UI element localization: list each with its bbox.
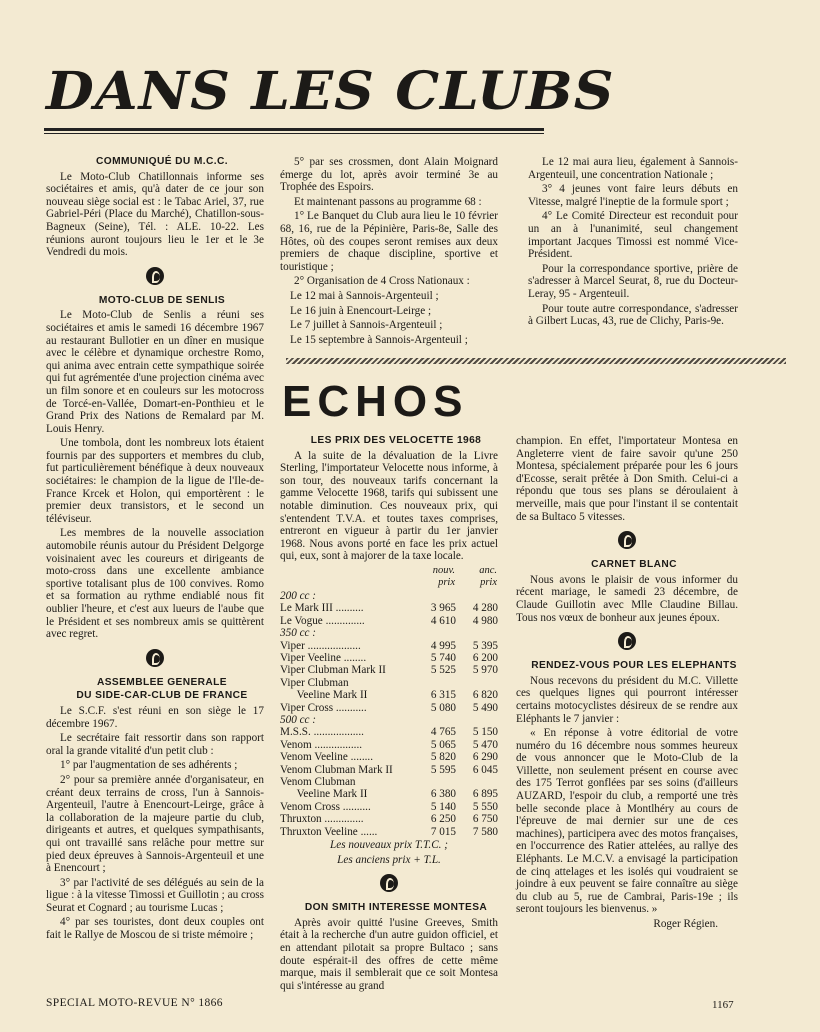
price-new: 5 080 xyxy=(430,701,456,714)
row-label: Viper Cross ........... xyxy=(280,701,367,714)
list-item: Le 16 juin à Enencourt-Leirge ; xyxy=(290,304,432,317)
heading-mcc: COMMUNIQUÉ DU M.C.C. xyxy=(96,156,228,167)
price-new: 5 595 xyxy=(430,763,456,776)
club-logo-icon xyxy=(618,632,636,650)
club-logo-icon xyxy=(380,874,398,892)
list-item: Le 7 juillet à Sannois-Argenteuil ; xyxy=(290,319,443,332)
row-label: Venom Cross .......... xyxy=(280,800,371,813)
column-header-new: prix xyxy=(438,577,455,589)
price-new: 3 965 xyxy=(430,602,456,615)
price-old: 5 550 xyxy=(472,800,498,813)
row-label: Venom ................. xyxy=(280,738,363,751)
price-old xyxy=(456,677,498,689)
title-rule xyxy=(44,128,544,131)
list-item: Le 15 septembre à Sannois-Argenteuil ; xyxy=(290,333,468,346)
heading-sidecar: DU SIDE-CAR-CLUB DE FRANCE xyxy=(76,690,248,702)
paragraph: Nous avons le plaisir de vous informer du récent mariage, le samedi 23 décembre, de Claude Guillotin avec Mlle Claudine Billau. Tous nos vœux de bonheur aux jeunes époux. xyxy=(516,573,738,624)
price-old: 5 470 xyxy=(472,738,498,751)
row-label: M.S.S. .................. xyxy=(280,726,364,739)
footer-page-number: 1167 xyxy=(712,999,734,1011)
price-new xyxy=(414,677,456,689)
paragraph: 4° par ses touristes, dont deux couples ont fait le Rallye de Moscou de si triste mémoire ; xyxy=(46,916,264,942)
price-old: 7 580 xyxy=(472,825,498,838)
table-row xyxy=(280,726,498,738)
price-new: 5 740 xyxy=(430,651,456,664)
table-row xyxy=(280,764,498,776)
table-row xyxy=(280,714,498,726)
price-old: 5 150 xyxy=(472,726,498,739)
row-label: 500 cc : xyxy=(280,714,317,726)
price-old xyxy=(456,776,498,788)
club-logo-icon xyxy=(618,531,636,549)
table-row xyxy=(280,801,498,813)
price-old: 6 045 xyxy=(472,763,498,776)
price-new: 6 315 xyxy=(430,689,456,702)
price-new: 6 380 xyxy=(430,788,456,801)
paragraph: Le S.C.F. s'est réuni en son siège le 17 décembre 1967. xyxy=(46,704,264,730)
price-note: Les anciens prix + T.L. xyxy=(337,853,441,866)
price-note: Les nouveaux prix T.T.C. ; xyxy=(330,839,448,852)
table-row xyxy=(280,627,498,639)
club-logo-icon xyxy=(146,267,164,285)
row-label: Le Vogue .............. xyxy=(280,614,365,627)
row-label: Thruxton .............. xyxy=(280,813,364,826)
paragraph: A la suite de la dévaluation de la Livre Sterling, l'importateur Velocette nous informe, à son tour, des nouveaux tarifs concernant la gamme Velocette 1968, tarifs qui subissent une notable diminution. Ces nouveaux prix, qui s'entendent T.V.A. et toutes taxes comprises, entreront en vigueur à partir du 1er janvier 1968. Nous avons porté en face les prix actuel qui, eux, sont à majorer de la taxe locale. xyxy=(280,449,498,563)
column-header-new: nouv. xyxy=(432,564,455,576)
paragraph: 1° Le Banquet du Club aura lieu le 10 février 68, 16, rue de la Pépinière, Paris-8e, Salle des Hôtes, où des coupes seront remises aux deux premiers de chaque discipline, sportive et touristique ; xyxy=(280,210,498,273)
price-new xyxy=(414,627,456,639)
table-row xyxy=(280,751,498,763)
list-item: Le 12 mai à Sannois-Argenteuil ; xyxy=(290,289,439,302)
price-new: 6 250 xyxy=(430,813,456,826)
price-new xyxy=(414,776,456,788)
price-old: 4 980 xyxy=(472,614,498,627)
price-old: 5 970 xyxy=(472,664,498,677)
price-new xyxy=(414,714,456,726)
price-old: 6 200 xyxy=(472,651,498,664)
row-label: Viper ................... xyxy=(280,639,361,652)
heading-elephants: RENDEZ-VOUS POUR LES ELEPHANTS xyxy=(531,660,737,672)
row-label: Thruxton Veeline ...... xyxy=(280,825,378,838)
row-label: Viper Veeline ........ xyxy=(280,651,367,664)
paragraph: 5° par ses crossmen, dont Alain Moignard émerge du lot, après avoir terminé 3e au Trophée des Espoirs. xyxy=(280,156,498,194)
paragraph: 3° par l'activité de ses délégués au sein de la ligue : à la vitesse Timossi et Guillotin ; au cross Seurat et Cognard ; au tourisme Lucas ; xyxy=(46,876,264,914)
paragraph: Après avoir quitté l'usine Greeves, Smith était à la recherche d'un autre guidon officiel, et en attendant pilotait sa propre Bultaco ; sans doute espérait-il des offres de cette même marque, mais il semblerait que ce soit Montesa qui s'intéresse au grand xyxy=(280,916,498,992)
paragraph: Une tombola, dont les nombreux lots étaient fournis par des supporters et membres du club, fut particulièrement bénéfique à deux nouveaux sociétaires: le champion de la ligue de l'Ile-de-France Krcek et Holon, qui emportèrent : le premier deux transistors, et le second un téléviseur. xyxy=(46,437,264,525)
column-2-top xyxy=(280,156,498,348)
price-old: 4 280 xyxy=(472,602,498,615)
row-label: Veeline Mark II xyxy=(280,788,368,801)
paragraph: Et maintenant passons au programme 68 : xyxy=(294,195,482,208)
page-title: DANS LES CLUBS xyxy=(46,61,615,122)
paragraph: Le secrétaire fait ressortir dans son rapport oral la grande vitalité d'un petit club : xyxy=(46,732,264,757)
price-old xyxy=(456,627,498,639)
column-1 xyxy=(46,156,264,944)
row-label: Venom Veeline ........ xyxy=(280,751,374,764)
column-3-top xyxy=(528,156,738,330)
column-header-old: prix xyxy=(480,577,497,589)
table-row xyxy=(280,813,498,825)
price-new xyxy=(414,590,456,602)
heading-montesa: DON SMITH INTERESSE MONTESA xyxy=(304,902,488,914)
table-row xyxy=(280,788,498,800)
paragraph: 2° Organisation de 4 Cross Nationaux : xyxy=(294,275,470,288)
table-row xyxy=(280,739,498,751)
price-old: 6 290 xyxy=(472,751,498,764)
table-row xyxy=(280,652,498,664)
table-row xyxy=(280,689,498,701)
table-header-row xyxy=(280,577,498,590)
heading-carnet: CARNET BLANC xyxy=(591,559,677,571)
price-old: 6 820 xyxy=(472,689,498,702)
row-label: 200 cc : xyxy=(280,589,317,602)
row-label: Venom Clubman Mark II xyxy=(280,763,393,776)
paragraph: 2° pour sa première année d'organisateur, en créant deux terrains de cross, l'un à Sannois-Argenteuil, l'autre à Enencourt-Leirge, grâce à la collaboration de la majeure partie du club, dirigeants et autres, et quelques sympathisants, qui ont travaillé sans relâche pour mettre sur pied deux épreuves à Sannois-Argenteuil et une à Enencourt ; xyxy=(46,773,264,875)
footer-publication: SPECIAL MOTO-REVUE N° 1866 xyxy=(46,997,223,1009)
table-row xyxy=(280,640,498,652)
table-header-row xyxy=(280,565,498,578)
table-row xyxy=(280,677,498,689)
table-row xyxy=(280,615,498,627)
row-label: Le Mark III .......... xyxy=(280,602,364,615)
row-label: Veeline Mark II xyxy=(280,689,368,702)
price-new: 5 140 xyxy=(430,800,456,813)
paragraph: champion. En effet, l'importateur Montesa en Angleterre vient de faire savoir qu'une 250 Montesa, spécialement préparée pour les 6 jours d'Ecosse, serait prêtée à Don Smith. Celui-ci a répondu que tous ses plans se déroulaient à merveille, mais que pour l'instant il se contentait de sa Bultaco 5 vitesses. xyxy=(516,435,738,523)
row-label: Venom Clubman xyxy=(280,776,356,789)
heading-assemblee: ASSEMBLEE GENERALE xyxy=(96,676,228,688)
decorative-divider xyxy=(286,358,786,364)
table-row xyxy=(280,826,498,838)
table-row xyxy=(280,664,498,676)
paragraph: Le Moto-Club de Senlis a réuni ses sociétaires et amis le samedi 16 décembre 1967 au restaurant Bullotier en un dîner en musique avec le célèbre et dynamique orchestre Romo, qui anima avec entrain cette sympathique soirée qui fut agrémentée d'une projection cinéma avec un film sonore et en couleurs sur les motocross de Torcé-en-Vallée, Domart-en-Ponthieu et le Grand Prix des Nations de Remalard par M. Louis Henry. xyxy=(46,309,264,435)
table-row xyxy=(280,590,498,602)
price-old: 6 895 xyxy=(472,788,498,801)
price-old: 6 750 xyxy=(472,813,498,826)
price-old xyxy=(456,590,498,602)
paragraph: Le 12 mai aura lieu, également à Sannois-Argenteuil, une concentration Nationale ; xyxy=(528,156,738,181)
paragraph: 4° Le Comité Directeur est reconduit pour un an à l'unanimité, seul changement important Jacques Timossi est nommé Vice-Président. xyxy=(528,210,738,261)
price-new: 4 995 xyxy=(430,639,456,652)
echos-title: ECHOS xyxy=(282,377,469,426)
title-rule-thin xyxy=(44,133,544,134)
table-row xyxy=(280,776,498,788)
club-logo-icon xyxy=(146,649,164,667)
row-label: Viper Clubman xyxy=(280,676,349,689)
paragraph: Les membres de la nouvelle association automobile réunis autour du Président Delgorge voisinaient avec les coureurs et dirigeants de moto-cross dans une excellente ambiance sportive totalisant plus de 100 convives. Romo et sa formation au rythme endiablé nous fit oublier l'heure, et c'est aux lueurs de l'aube que le Président et ses nombreux amis se quittèrent avec regret. xyxy=(46,527,264,641)
price-old: 5 395 xyxy=(472,639,498,652)
table-row xyxy=(280,702,498,714)
price-old: 5 490 xyxy=(472,701,498,714)
paragraph: Pour la correspondance sportive, prière de s'adresser à Marcel Seurat, 8, rue du Docteur-Leray, 95 - Argenteuil. xyxy=(528,262,738,300)
price-new: 7 015 xyxy=(430,825,456,838)
paragraph: « En réponse à votre éditorial de votre numéro du 16 décembre nous sommes heureux de vous annoncer que le Moto-Club de la Villette, non seulement présent en course avec des 175 Terrot gonflées par ses soins (d'ailleurs AUZARD, l'espoir du club, a remporté une très belle seconde place à Montlhéry au cours de l'épreuve de mai dernier sur une de ces machines), participera avec des motos françaises, en l'occurrence des Ratier attelées, au rallye des Eléphants. Le M.C.V. a envisagé la participation de cinq attelages et les isolés qui voudraient se joindre à eux peuvent se faire connaître au siège du club au 5, rue de Cambrai, Paris-19e ; ils seront toujours les bienvenus. » xyxy=(516,727,738,916)
row-label: Viper Clubman Mark II xyxy=(280,664,386,677)
price-table xyxy=(280,565,498,838)
column-header-old: anc. xyxy=(479,564,497,576)
price-old xyxy=(456,714,498,726)
column-3-bottom xyxy=(516,435,738,933)
heading-senlis: MOTO-CLUB DE SENLIS xyxy=(98,294,226,306)
column-2-bottom xyxy=(280,435,498,994)
price-new: 4 765 xyxy=(430,726,456,739)
paragraph: Nous recevons du président du M.C. Villette ces quelques lignes qui pourront intéresser certains motocyclistes désireux de se rendre aux Eléphants le 7 janvier : xyxy=(516,674,738,725)
paragraph: Le Moto-Club Chatillonnais informe ses sociétaires et amis, qu'à dater de ce jour son nouveau siège social est : le Tabac Ariel, 37, rue Gabriel-Péri (Place du Marché), Chatillon-sous-Bagneux (Seine), Tél. : ALE. 10-22. Les réunions auront toujours lieu le 1er et le 3e Vendredi du mois. xyxy=(46,170,264,259)
paragraph: Pour toute autre correspondance, s'adresser à Gilbert Lucas, 43, rue de Clichy, Paris-9e. xyxy=(528,302,738,328)
price-new: 5 065 xyxy=(430,738,456,751)
table-row xyxy=(280,602,498,614)
price-new: 5 525 xyxy=(430,664,456,677)
row-label: 350 cc : xyxy=(280,627,317,640)
paragraph: 3° 4 jeunes vont faire leurs débuts en Vitesse, malgré l'ineptie de la formule sport ; xyxy=(528,183,738,208)
paragraph: 1° par l'augmentation de ses adhérents ; xyxy=(60,759,238,772)
heading-velocette: LES PRIX DES VELOCETTE 1968 xyxy=(310,435,482,446)
price-new: 5 820 xyxy=(430,751,456,764)
signature: Roger Régien. xyxy=(653,918,718,930)
price-new: 4 610 xyxy=(430,614,456,627)
